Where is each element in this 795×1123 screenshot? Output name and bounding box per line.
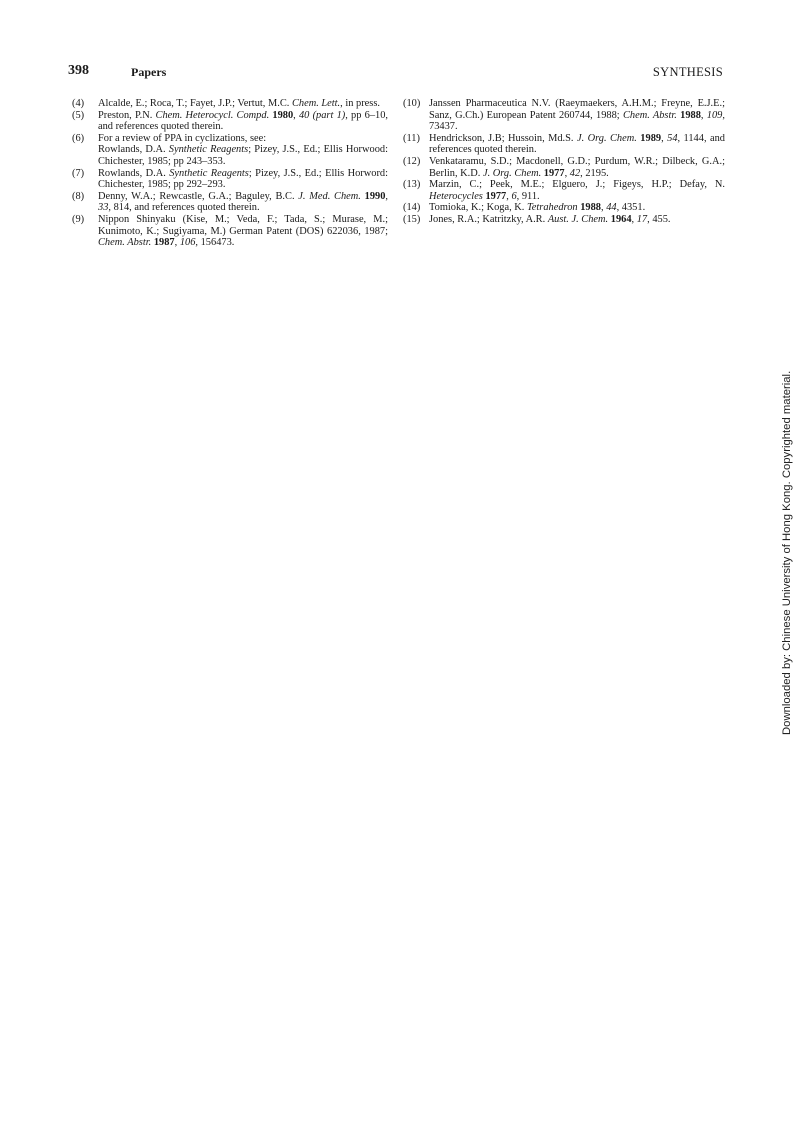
reference-item — [72, 98, 388, 110]
reference-text: Preston, P.N. — [98, 109, 156, 121]
reference-item — [72, 191, 388, 214]
reference-text: , — [506, 190, 512, 202]
reference-text: , — [661, 132, 668, 144]
reference-year: 1980 — [272, 109, 294, 121]
reference-item — [403, 98, 725, 133]
reference-text: , — [174, 237, 180, 249]
reference-number: (15) — [403, 213, 421, 225]
reference-year: 1988 — [680, 109, 701, 121]
reference-item — [403, 214, 725, 226]
reference-number: (12) — [403, 155, 421, 167]
section-title: Papers — [131, 65, 167, 79]
reference-italic-text: J. Org. Chem. — [576, 132, 637, 144]
reference-text: , 814, and references quoted therein. — [108, 202, 260, 214]
journal-name: SYNTHESIS — [652, 65, 723, 79]
reference-italic-text: J. Med. Chem. — [298, 190, 361, 202]
reference-italic-text: Synthetic Reagents — [169, 167, 249, 179]
reference-text: ; Pizey, J.S., Ed.; Ellis Horwood: Chichester, 1985; pp 243–353. — [98, 144, 388, 167]
reference-text: , — [385, 190, 389, 202]
reference-text: Hendrickson, J.B; Hussoin, Md.S. — [429, 132, 577, 144]
reference-text: Janssen Pharmaceutica N.V. (Raeymaekers, A.H.M.; Freyne, E.J.E.; Sanz, G.Ch.) European Patent 260744, 1988; — [429, 98, 725, 121]
reference-text: , 455. — [647, 213, 671, 225]
reference-italic-text: 42 — [569, 167, 581, 179]
page-number: 398 — [68, 63, 89, 78]
reference-text: , — [564, 167, 570, 179]
reference-item — [72, 110, 388, 133]
reference-italic-text: 40 (part 1) — [298, 109, 346, 121]
reference-item — [403, 202, 725, 214]
references-left-column — [72, 98, 388, 249]
reference-item — [72, 133, 388, 168]
reference-item — [72, 168, 388, 191]
reference-year: 1987 — [153, 237, 175, 249]
reference-italic-text: Aust. J. Chem. — [547, 213, 609, 225]
reference-italic-text: 109 — [706, 109, 723, 121]
reference-year: 1977 — [543, 167, 565, 179]
reference-italic-text: Tetrahedron — [526, 202, 578, 214]
reference-italic-text: J. Org. Chem. — [482, 167, 542, 179]
reference-italic-text: 6 — [511, 190, 517, 202]
reference-item — [403, 156, 725, 179]
reference-text: , 2195. — [580, 167, 609, 179]
reference-year: 1989 — [640, 132, 662, 144]
download-watermark: Downloaded by: Chinese University of Hong Kong. Copyrighted material. — [781, 370, 793, 735]
reference-text: Alcalde, E.; Roca, T.; Fayet, J.P.; Vertut, M.C. — [98, 98, 292, 109]
reference-number: (9) — [72, 213, 85, 225]
reference-number: (7) — [72, 167, 85, 179]
reference-text: , pp 6–10, and references quoted therein. — [98, 109, 389, 133]
reference-text: For a review of PPA in cyclizations, see: — [98, 132, 267, 144]
reference-number: (13) — [403, 179, 421, 191]
reference-number: (14) — [403, 202, 421, 214]
reference-text: , — [601, 202, 607, 214]
reference-italic-text: 54 — [667, 132, 678, 144]
reference-italic-text: Chem. Lett. — [291, 98, 341, 109]
reference-text: Venkataramu, S.D.; Macdonell, G.D.; Purdum, W.R.; Dilbeck, G.A.; Berlin, K.D. — [429, 155, 725, 179]
reference-italic-text: Synthetic Reagents — [168, 144, 249, 156]
reference-text: , 911. — [516, 190, 540, 202]
reference-italic-text: Chem. Abstr. — [622, 109, 677, 121]
reference-italic-text: Chem. Heterocycl. Compd. — [155, 109, 270, 121]
reference-text: , 4351. — [616, 202, 646, 214]
reference-italic-text: 106 — [179, 237, 196, 249]
references-right-column — [403, 98, 725, 226]
reference-text: , in press. — [340, 98, 380, 109]
reference-text: Tomioka, K.; Koga, K. — [429, 202, 527, 214]
reference-item — [403, 179, 725, 202]
reference-italic-text: 44 — [606, 202, 617, 214]
reference-text: Marzin, C.; Peek, M.E.; Elguero, J.; Figeys, H.P.; Defay, N. — [429, 179, 725, 191]
reference-text: Rowlands, D.A. — [98, 167, 170, 179]
reference-year: 1977 — [485, 190, 507, 202]
reference-italic-text: 33 — [98, 202, 109, 214]
reference-number: (4) — [72, 98, 85, 109]
reference-year: 1964 — [610, 213, 632, 225]
reference-text: , 156473. — [195, 237, 235, 249]
reference-year: 1988 — [580, 202, 601, 214]
reference-text: , — [700, 109, 707, 121]
reference-text: Jones, R.A.; Katritzky, A.R. — [429, 213, 548, 225]
reference-italic-text: 17 — [636, 213, 648, 225]
reference-year: 1990 — [364, 190, 386, 202]
reference-text: ; Pizey, J.S., Ed.; Ellis Horword: Chichester, 1985; pp 292–293. — [98, 167, 388, 191]
reference-number: (10) — [403, 98, 421, 109]
reference-text: , — [631, 213, 637, 225]
reference-text: Rowlands, D.A. — [98, 144, 169, 156]
reference-italic-text: Chem. Abstr. — [98, 237, 152, 249]
reference-italic-text: Heterocycles — [429, 190, 483, 202]
reference-text: , 73437. — [429, 109, 725, 133]
reference-text: Denny, W.A.; Rewcastle, G.A.; Baguley, B.C. — [98, 190, 299, 202]
reference-number: (8) — [72, 190, 85, 202]
reference-text: , — [293, 109, 299, 121]
reference-number: (11) — [403, 132, 420, 144]
reference-item — [72, 214, 388, 249]
reference-item — [403, 133, 725, 156]
reference-number: (5) — [72, 109, 85, 121]
reference-number: (6) — [72, 132, 85, 144]
reference-text: Nippon Shinyaku (Kise, M.; Veda, F.; Tada, S.; Murase, M.; Kunimoto, K.; Sugiyama, M.) German Patent (DOS) 622036, 1987; — [98, 213, 388, 237]
page-header — [68, 63, 723, 81]
reference-text: , 1144, and references quoted therein. — [429, 132, 725, 156]
